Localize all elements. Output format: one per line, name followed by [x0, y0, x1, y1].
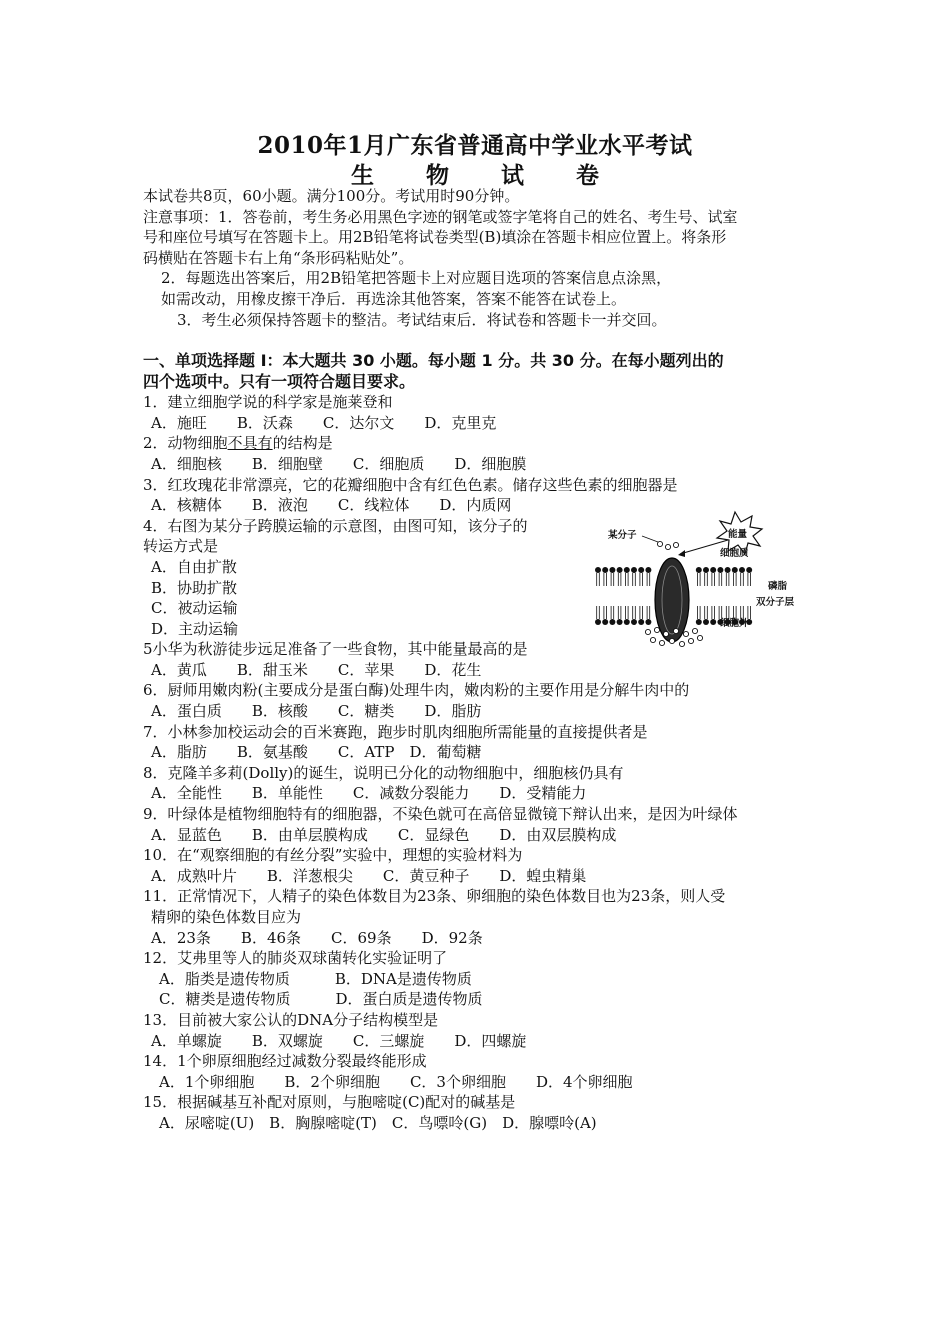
- question-options: A．成熟叶片 B．洋葱根尖 C．黄豆种子 D．蝗虫精巢: [151, 866, 587, 885]
- question-option: A．自由扩散: [151, 557, 237, 576]
- question-stem: 12．艾弗里等人的肺炎双球菌转化实验证明了: [143, 949, 448, 968]
- stem-text: 的结构是: [272, 434, 333, 453]
- molecule-pointer: [642, 536, 658, 542]
- question-option: C．被动运输: [151, 599, 238, 618]
- energy-label: 能量: [728, 529, 748, 540]
- energy-arrowhead-icon: [678, 550, 685, 557]
- exam-body: [143, 186, 813, 1134]
- question-stem: 精卵的染色体数目应为: [151, 908, 302, 926]
- instruction-line: 2．每题选出答案后，用2B铅笔把答题卡上对应题目选项的答案信息点涂黑，: [161, 269, 672, 288]
- question-options: A．施旺 B．沃森 C．达尔文 D．克里克: [151, 413, 497, 432]
- instruction-line: 如需改动，用橡皮擦干净后．再选涂其他答案，答案不能答在试卷上。: [161, 289, 627, 308]
- section-heading: 一、单项选择题 I：本大题共 30 小题。每小题 1 分。共 30 分。在每小题列出的: [143, 351, 724, 371]
- question-stem: 11．正常情况下，人精子的染色体数目为23条、卵细胞的染色体数目也为23条，则人受: [143, 887, 726, 906]
- question-stem: 14．1个卵原细胞经过减数分裂最终能形成: [143, 1052, 427, 1071]
- question-options: A．脂类是遗传物质 B．DNA是遗传物质: [159, 969, 472, 988]
- question-stem: 5小华为秋游徒步远足准备了一些食物，其中能量最高的是: [143, 640, 528, 659]
- instruction-line: 码横贴在答题卡右上角“条形码粘贴处”。: [143, 248, 414, 267]
- instruction-line: 本试卷共8页，60小题。满分100分。考试用时90分钟。: [143, 187, 520, 205]
- stem-text: 2．动物细胞: [143, 434, 228, 453]
- question-options: A．细胞核 B．细胞壁 C．细胞质 D．细胞膜: [151, 454, 527, 473]
- question-options: A．1个卵细胞 B．2个卵细胞 C．3个卵细胞 D．4个卵细胞: [159, 1072, 633, 1091]
- question-options: A．显蓝色 B．由单层膜构成 C．显绿色 D．由双层膜构成: [151, 825, 617, 844]
- question-stem: [143, 433, 813, 454]
- question-options: A．黄瓜 B．甜玉米 C．苹果 D．花生: [151, 660, 482, 679]
- exam-subtitle: 生 物 试 卷: [350, 162, 622, 189]
- question-options: A．全能性 B．单能性 C．减数分裂能力 D．受精能力: [151, 784, 587, 803]
- cytoplasm-label: 细胞质: [720, 548, 749, 559]
- carrier-protein: [655, 558, 689, 642]
- question-stem: 10．在“观察细胞的有丝分裂”实验中，理想的实验材料为: [143, 846, 523, 865]
- question-option: D．主动运输: [151, 619, 239, 638]
- question-stem: 15．根据碱基互补配对原则，与胞嘧啶(C)配对的碱基是: [143, 1093, 516, 1112]
- question-options: A．单螺旋 B．双螺旋 C．三螺旋 D．四螺旋: [151, 1031, 527, 1050]
- question-options: A．23条 B．46条 C．69条 D．92条: [151, 928, 483, 947]
- instruction-line: 3．考生必须保持答题卡的整洁。考试结束后．将试卷和答题卡一并交回。: [177, 310, 667, 329]
- question-options: A．尿嘧啶(U) B．胸腺嘧啶(T) C．鸟嘌呤(G) D．腺嘌呤(A): [159, 1113, 597, 1132]
- membrane-label-1: 磷脂: [768, 581, 788, 592]
- outside-label: 细胞外: [720, 618, 749, 629]
- question-stem: 8．克隆羊多莉(Dolly)的诞生，说明已分化的动物细胞中，细胞核仍具有: [143, 763, 624, 782]
- question-options: C．糖类是遗传物质 D．蛋白质是遗传物质: [159, 990, 483, 1009]
- membrane-transport-figure: [590, 510, 825, 650]
- question-stem: 转运方式是: [143, 537, 219, 556]
- instruction-line: 号和座位号填写在答题卡上。用2B铅笔将试卷类型(B)填涂在答题卡相应位置上。将条形: [143, 228, 727, 247]
- question-options: A．脂肪 B．氨基酸 C．ATP D．葡萄糖: [151, 743, 482, 762]
- question-stem: 9．叶绿体是植物细胞特有的细胞器，不染色就可在高倍显微镜下辩认出来，是因为叶绿体: [143, 805, 738, 824]
- section-heading: 四个选项中。只有一项符合题目要求。: [143, 372, 416, 392]
- stem-emphasis: 不具有: [227, 434, 273, 453]
- instruction-line: 注意事项：1．答卷前，考生务必用黑色字迹的钢笔或签字笔将自己的姓名、考生号、试室: [143, 207, 738, 226]
- exam-title: 2010年1月广东省普通高中学业水平考试: [257, 132, 693, 159]
- question-stem: 1．建立细胞学说的科学家是施莱登和: [143, 393, 393, 412]
- question-stem: 13．目前被大家公认的DNA分子结构模型是: [143, 1010, 439, 1029]
- question-options: A．核糖体 B．液泡 C．线粒体 D．内质网: [151, 496, 512, 515]
- question-option: B．协助扩散: [151, 578, 238, 597]
- molecule-label: 某分子: [608, 530, 637, 541]
- question-stem: 4．右图为某分子跨膜运输的示意图，由图可知，该分子的: [143, 516, 528, 535]
- molecule-dots-top: [657, 541, 678, 549]
- membrane-label-2: 双分子层: [756, 597, 795, 608]
- question-stem: 6．厨师用嫩肉粉(主要成分是蛋白酶)处理牛肉，嫩肉粉的主要作用是分解牛肉中的: [143, 681, 690, 700]
- question-options: A．蛋白质 B．核酸 C．糖类 D．脂肪: [151, 702, 482, 721]
- question-stem: 7．小林参加校运动会的百米赛跑，跑步时肌肉细胞所需能量的直接提供者是: [143, 722, 648, 741]
- question-stem: 3．红玫瑰花非常漂亮，它的花瓣细胞中含有红色色素。储存这些色素的细胞器是: [143, 475, 678, 494]
